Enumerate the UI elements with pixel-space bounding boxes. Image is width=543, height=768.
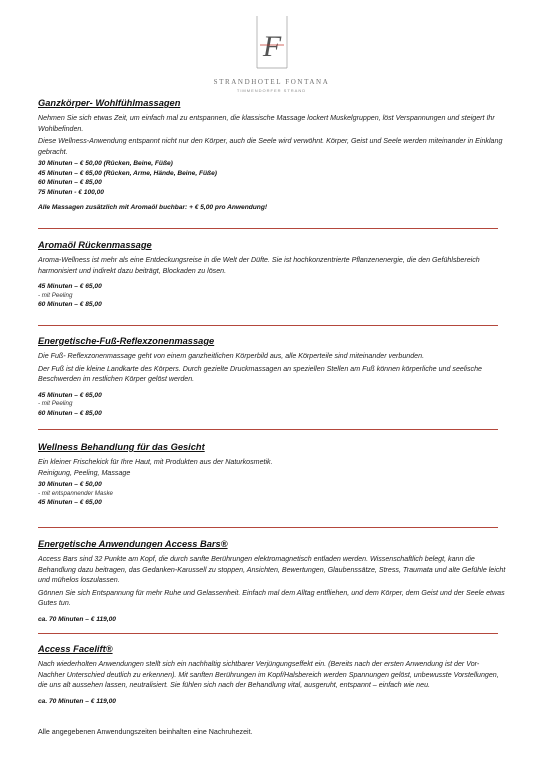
price-line: 60 Minuten – € 85,00 <box>38 409 102 417</box>
section-foot-reflexology <box>38 335 508 418</box>
section-title: Aromaöl Rückenmassage <box>38 240 152 250</box>
section-title: Energetische Anwendungen Access Bars® <box>38 539 228 549</box>
price-addon: - mit Peeling <box>38 291 73 299</box>
section-text: Reinigung, Peeling, Massage <box>38 468 131 477</box>
price-addon: - mit entspannender Maske <box>38 489 113 497</box>
price-line: 45 Minuten – € 65,00 <box>38 283 102 290</box>
section-title: Wellness Behandlung für das Gesicht <box>38 442 205 452</box>
section-access-facelift <box>38 643 508 706</box>
price-line: 60 Minuten – € 85,00 <box>38 179 102 187</box>
price-addon: - mit Peeling <box>38 400 73 408</box>
price-line: 30 Minuten – € 50,00 (Rücken, Beine, Füße) <box>38 160 173 167</box>
section-title: Access Facelift® <box>38 644 113 654</box>
monogram-letter: F <box>262 30 282 63</box>
price-line: 75 Minuten - € 100,00 <box>38 188 104 196</box>
aroma-oil-note: Alle Massagen zusätzlich mit Aromaöl buchbar: + € 5,00 pro Anwendung! <box>38 204 268 212</box>
section-divider <box>38 228 498 229</box>
section-text: Nach wiederholten Anwendungen stellt sich ein nachhaltig sichtbarer Verjüngungseffekt ein. (Bereits nach der ersten Anwendung ist der Vor- Nachher Unterschied deutlich zu erkennen). Mit sanften Berührungen im Kopf/Halsbereich werden Spannungen gelöst, unbewusste Vorstellungen, die uns alt aussehen lassen, neutralisiert. Sie fühlen sich nach der Behandlung vital, ausgeruht, entspannt – einfach wie neu. <box>38 660 499 689</box>
section-text: Ein kleiner Frischekick für Ihre Haut, mit Produkten aus der Naturkosmetik. <box>38 458 273 466</box>
price-line: 45 Minuten – € 65,00 <box>38 391 102 399</box>
section-text: Die Fuß- Reflexzonenmassage geht von einem ganzheitlichen Körperbild aus, alle Körperteile sind miteinander verbunden. <box>38 352 425 360</box>
section-divider <box>38 325 498 326</box>
section-text: Diese Wellness-Anwendung entspannt nicht nur den Körper, auch die Seele wird verwöhnt. Körper, Geist und Seele werden miteinander in Einklang gebracht. <box>38 137 503 156</box>
section-title: Ganzkörper- Wohlfühlmassagen <box>38 98 181 108</box>
footer-note: Alle angegebenen Anwendungszeiten beinhalten eine Nachruhezeit. <box>38 728 253 736</box>
monogram-emblem <box>246 14 298 76</box>
price-line: 60 Minuten – € 85,00 <box>38 301 102 309</box>
section-full-body-massage <box>38 97 508 213</box>
section-text: Gönnen Sie sich Entspannung für mehr Ruhe und Gelassenheit. Einfach mal dem Alltag entfliehen, und dem Körper, dem Geist und der Seele etwas Gutes tun. <box>38 588 505 607</box>
price-line: 45 Minuten – € 65,00 (Rücken, Arme, Hände, Beine, Füße) <box>38 169 217 177</box>
brand-location: TIMMENDORFER STRAND <box>236 88 307 93</box>
section-text: Der Fuß ist die kleine Landkarte des Körpers. Durch gezielte Druckmassagen an speziellen Stellen am Fuß können körperliche und seelische Beschwerden im restlichen Körper gelöst werden. <box>38 364 482 383</box>
price-line: ca. 70 Minuten – € 119,00 <box>38 697 116 705</box>
section-text: Access Bars sind 32 Punkte am Kopf, die durch sanfte Berührungen elektromagnetisch entladen werden. Wissenschaftlich belegt, kann die Behandlung dazu beitragen, das Gedanken-Karussell zu stoppen, Ansichten, Bewertungen, Glaubenssätze, Stress, Traumata und alte Gefühle leicht und mühelos loszulassen. <box>38 555 506 584</box>
section-text: Nehmen Sie sich etwas Zeit, um einfach mal zu entspannen, die klassische Massage lockert Muskelgruppen, löst Verspannungen und steigert Ihr Wohlbefinden. <box>38 114 495 133</box>
section-access-bars <box>38 538 508 624</box>
price-line: 30 Minuten – € 50,00 <box>38 481 102 488</box>
section-divider <box>38 429 498 430</box>
section-title: Energetische-Fuß-Reflexzonenmassage <box>38 336 215 346</box>
section-divider <box>38 527 498 528</box>
price-line: ca. 70 Minuten – € 119,00 <box>38 615 116 623</box>
brand-name: STRANDHOTEL FONTANA <box>213 78 330 86</box>
section-aroma-back-massage <box>38 239 508 310</box>
footer-note-wrap <box>38 727 508 738</box>
price-line: 45 Minuten – € 65,00 <box>38 499 102 507</box>
section-facial-treatment <box>38 441 508 508</box>
section-divider <box>38 633 498 634</box>
section-text: Aroma-Wellness ist mehr als eine Entdeckungsreise in die Welt der Düfte. Sie ist hochkonzentrierte Pflanzenenergie, die den Gefühlsbereich harmonisiert und indirekt dazu beiträgt, Blockaden zu lösen. <box>38 256 480 275</box>
hotel-logo <box>0 14 543 96</box>
